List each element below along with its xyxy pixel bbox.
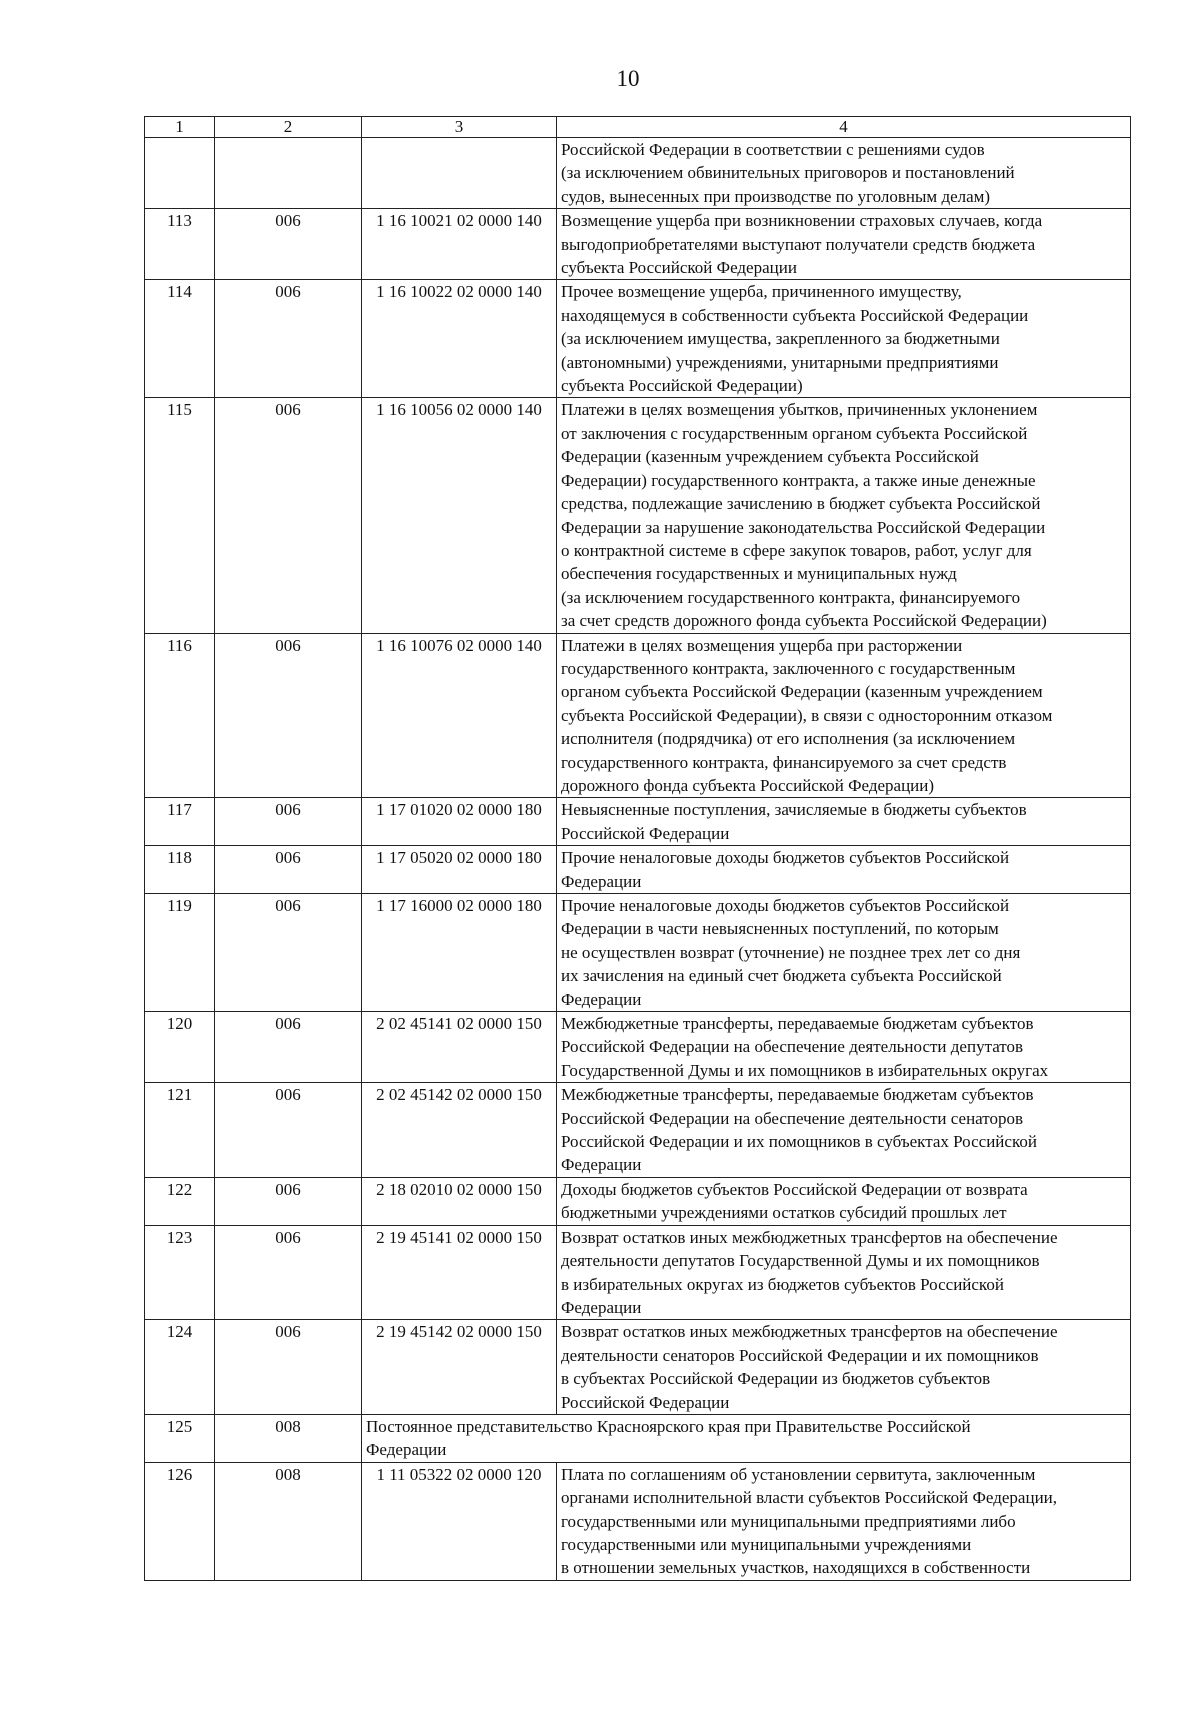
budget-classification-code: 1 11 05322 02 0000 120 xyxy=(362,1462,557,1580)
empty-cell xyxy=(362,138,557,209)
budget-classification-code: 1 17 16000 02 0000 180 xyxy=(362,894,557,1012)
budget-classification-code: 2 19 45142 02 0000 150 xyxy=(362,1320,557,1415)
administrator-code: 006 xyxy=(215,280,362,398)
budget-classification-code: 2 19 45141 02 0000 150 xyxy=(362,1225,557,1320)
administrator-code: 006 xyxy=(215,1012,362,1083)
empty-cell xyxy=(145,138,215,209)
budget-classification-code: 2 02 45141 02 0000 150 xyxy=(362,1012,557,1083)
description-line: Федерации xyxy=(561,1297,642,1317)
budget-classification-code: 1 16 10076 02 0000 140 xyxy=(362,633,557,798)
table-row xyxy=(145,1177,1131,1225)
description-line: Межбюджетные трансферты, передаваемые бюджетам субъектов xyxy=(561,1085,1034,1105)
description-line: (за исключением государственного контракта, финансируемого xyxy=(561,587,1021,607)
administrator-code: 006 xyxy=(215,1225,362,1320)
revenue-codes-table xyxy=(144,116,1131,1581)
table-row xyxy=(145,798,1131,846)
description-line: в избирательных округах из бюджетов субъектов Российской xyxy=(561,1274,1004,1294)
administrator-code: 006 xyxy=(215,894,362,1012)
row-number: 126 xyxy=(145,1462,215,1580)
description-line: субъекта Российской Федерации) xyxy=(561,376,803,396)
description-line: средства, подлежащие зачислению в бюджет субъекта Российской xyxy=(561,494,1041,514)
description-line: Постоянное представительство Красноярского края при Правительстве Российской xyxy=(366,1416,971,1436)
description-line: Российской Федерации xyxy=(561,823,730,843)
column-number-3: 3 xyxy=(362,117,557,138)
description-line: в отношении земельных участков, находящихся в собственности xyxy=(561,1558,1031,1578)
column-number-4: 4 xyxy=(557,117,1131,138)
administrator-code: 008 xyxy=(215,1414,362,1462)
description-line: Возврат остатков иных межбюджетных трансфертов на обеспечение xyxy=(561,1227,1058,1247)
row-number: 120 xyxy=(145,1012,215,1083)
description-line: Возврат остатков иных межбюджетных трансфертов на обеспечение xyxy=(561,1322,1058,1342)
description-line: Федерации xyxy=(561,871,642,891)
description-line: Федерации xyxy=(561,989,642,1009)
description-line: судов, вынесенных при производстве по уголовным делам) xyxy=(561,186,991,206)
description-line: не осуществлен возврат (уточнение) не позднее трех лет со дня xyxy=(561,942,1021,962)
description-line: (за исключением имущества, закрепленного за бюджетными xyxy=(561,329,1000,349)
revenue-description xyxy=(557,1083,1131,1178)
row-number: 122 xyxy=(145,1177,215,1225)
row-number: 118 xyxy=(145,846,215,894)
table-row xyxy=(145,633,1131,798)
budget-classification-code: 1 17 05020 02 0000 180 xyxy=(362,846,557,894)
description-line: Российской Федерации xyxy=(561,1392,730,1412)
description-line: дорожного фонда субъекта Российской Федерации) xyxy=(561,775,935,795)
budget-classification-code: 1 16 10056 02 0000 140 xyxy=(362,398,557,633)
table-row xyxy=(145,1083,1131,1178)
description-line: выгодоприобретателями выступают получатели средств бюджета xyxy=(561,234,1036,254)
row-number: 119 xyxy=(145,894,215,1012)
administrator-name xyxy=(362,1414,1131,1462)
description-line: Государственной Думы и их помощников в избирательных округах xyxy=(561,1060,1049,1080)
administrator-code: 006 xyxy=(215,209,362,280)
description-line: от заключения с государственным органом субъекта Российской xyxy=(561,423,1028,443)
table-row xyxy=(145,894,1131,1012)
description-line: Прочее возмещение ущерба, причиненного имуществу, xyxy=(561,282,962,302)
description-line: (автономными) учреждениями, унитарными предприятиями xyxy=(561,352,999,372)
description-line: деятельности депутатов Государственной Думы и их помощников xyxy=(561,1251,1040,1271)
column-number-2: 2 xyxy=(215,117,362,138)
continuation-row xyxy=(145,138,1131,209)
description-line: государственного контракта, финансируемого за счет средств xyxy=(561,752,1007,772)
revenue-description xyxy=(557,1320,1131,1415)
description-line: Прочие неналоговые доходы бюджетов субъектов Российской xyxy=(561,848,1010,868)
description-line: субъекта Российской Федерации xyxy=(561,258,797,278)
budget-classification-code: 2 18 02010 02 0000 150 xyxy=(362,1177,557,1225)
description-line: находящемуся в собственности субъекта Российской Федерации xyxy=(561,305,1029,325)
administrator-code: 006 xyxy=(215,798,362,846)
revenue-description xyxy=(557,1462,1131,1580)
revenue-description xyxy=(557,398,1131,633)
row-number: 125 xyxy=(145,1414,215,1462)
description-line: государственного контракта, заключенного с государственным xyxy=(561,658,1016,678)
description-line: бюджетными учреждениями остатков субсидий прошлых лет xyxy=(561,1203,1007,1223)
description-line: Федерации за нарушение законодательства Российской Федерации xyxy=(561,517,1046,537)
description-line: государственными или муниципальными предприятиями либо xyxy=(561,1511,1016,1531)
description-line: Платежи в целях возмещения убытков, причиненных уклонением xyxy=(561,400,1038,420)
administrator-code: 006 xyxy=(215,398,362,633)
description-line: Федерации xyxy=(561,1155,642,1175)
budget-classification-code: 1 17 01020 02 0000 180 xyxy=(362,798,557,846)
description-line: Возмещение ущерба при возникновении страховых случаев, когда xyxy=(561,211,1043,231)
table-row xyxy=(145,1225,1131,1320)
table-row xyxy=(145,1012,1131,1083)
description-line: Платежи в целях возмещения ущерба при расторжении xyxy=(561,635,963,655)
revenue-description xyxy=(557,894,1131,1012)
description-line: Российской Федерации на обеспечение деятельности депутатов xyxy=(561,1037,1024,1057)
row-number: 117 xyxy=(145,798,215,846)
table-row xyxy=(145,1320,1131,1415)
description-line: обеспечения государственных и муниципальных нужд xyxy=(561,564,957,584)
revenue-description xyxy=(557,1012,1131,1083)
description-line: Российской Федерации и их помощников в субъектах Российской xyxy=(561,1132,1037,1152)
table-row xyxy=(145,398,1131,633)
revenue-description xyxy=(557,209,1131,280)
table-body xyxy=(145,138,1131,1581)
revenue-description xyxy=(557,1225,1131,1320)
table-row xyxy=(145,1414,1131,1462)
administrator-code: 006 xyxy=(215,846,362,894)
row-number: 123 xyxy=(145,1225,215,1320)
description-line: органом субъекта Российской Федерации (казенным учреждением xyxy=(561,682,1043,702)
description-line: государственными или муниципальными учреждениями xyxy=(561,1534,972,1554)
description-line: (за исключением обвинительных приговоров и постановлений xyxy=(561,163,1015,183)
table-row xyxy=(145,1462,1131,1580)
revenue-description xyxy=(557,846,1131,894)
column-number-row xyxy=(145,117,1131,138)
row-number: 115 xyxy=(145,398,215,633)
table-row xyxy=(145,209,1131,280)
continuation-description xyxy=(557,138,1131,209)
description-line: Федерации xyxy=(366,1440,447,1460)
page-number: 10 xyxy=(616,66,640,91)
row-number: 116 xyxy=(145,633,215,798)
administrator-code: 006 xyxy=(215,1320,362,1415)
row-number: 113 xyxy=(145,209,215,280)
budget-classification-code: 2 02 45142 02 0000 150 xyxy=(362,1083,557,1178)
description-line: Федерации (казенным учреждением субъекта Российской xyxy=(561,447,979,467)
description-line: в субъектах Российской Федерации из бюджетов субъектов xyxy=(561,1369,991,1389)
table-row xyxy=(145,846,1131,894)
description-line: деятельности сенаторов Российской Федерации и их помощников xyxy=(561,1345,1039,1365)
description-line: исполнителя (подрядчика) от его исполнения (за исключением xyxy=(561,729,1016,749)
column-number-1: 1 xyxy=(145,117,215,138)
description-line: о контрактной системе в сфере закупок товаров, работ, услуг для xyxy=(561,540,1032,560)
description-line: Доходы бюджетов субъектов Российской Федерации от возврата xyxy=(561,1179,1028,1199)
budget-classification-code: 1 16 10021 02 0000 140 xyxy=(362,209,557,280)
description-line: за счет средств дорожного фонда субъекта Российской Федерации) xyxy=(561,611,1047,631)
administrator-code: 006 xyxy=(215,633,362,798)
budget-classification-code: 1 16 10022 02 0000 140 xyxy=(362,280,557,398)
revenue-description xyxy=(557,280,1131,398)
revenue-description xyxy=(557,798,1131,846)
table-row xyxy=(145,280,1131,398)
description-line: Невыясненные поступления, зачисляемые в бюджеты субъектов xyxy=(561,800,1027,820)
description-line: Прочие неналоговые доходы бюджетов субъектов Российской xyxy=(561,896,1010,915)
revenue-description xyxy=(557,1177,1131,1225)
description-line: Российской Федерации в соответствии с решениями судов xyxy=(561,140,985,159)
empty-cell xyxy=(215,138,362,209)
administrator-code: 006 xyxy=(215,1083,362,1178)
description-line: их зачисления на единый счет бюджета субъекта Российской xyxy=(561,966,1002,986)
row-number: 114 xyxy=(145,280,215,398)
administrator-code: 006 xyxy=(215,1177,362,1225)
description-line: органами исполнительной власти субъектов Российской Федерации, xyxy=(561,1488,1058,1508)
description-line: Федерации в части невыясненных поступлений, по которым xyxy=(561,919,999,939)
description-line: Плата по соглашениям об установлении сервитута, заключенным xyxy=(561,1464,1036,1484)
description-line: Межбюджетные трансферты, передаваемые бюджетам субъектов xyxy=(561,1014,1034,1034)
administrator-code: 008 xyxy=(215,1462,362,1580)
row-number: 121 xyxy=(145,1083,215,1178)
row-number: 124 xyxy=(145,1320,215,1415)
revenue-description xyxy=(557,633,1131,798)
description-line: Федерации) государственного контракта, а также иные денежные xyxy=(561,470,1036,490)
description-line: Российской Федерации на обеспечение деятельности сенаторов xyxy=(561,1108,1024,1128)
description-line: субъекта Российской Федерации), в связи с односторонним отказом xyxy=(561,705,1053,725)
